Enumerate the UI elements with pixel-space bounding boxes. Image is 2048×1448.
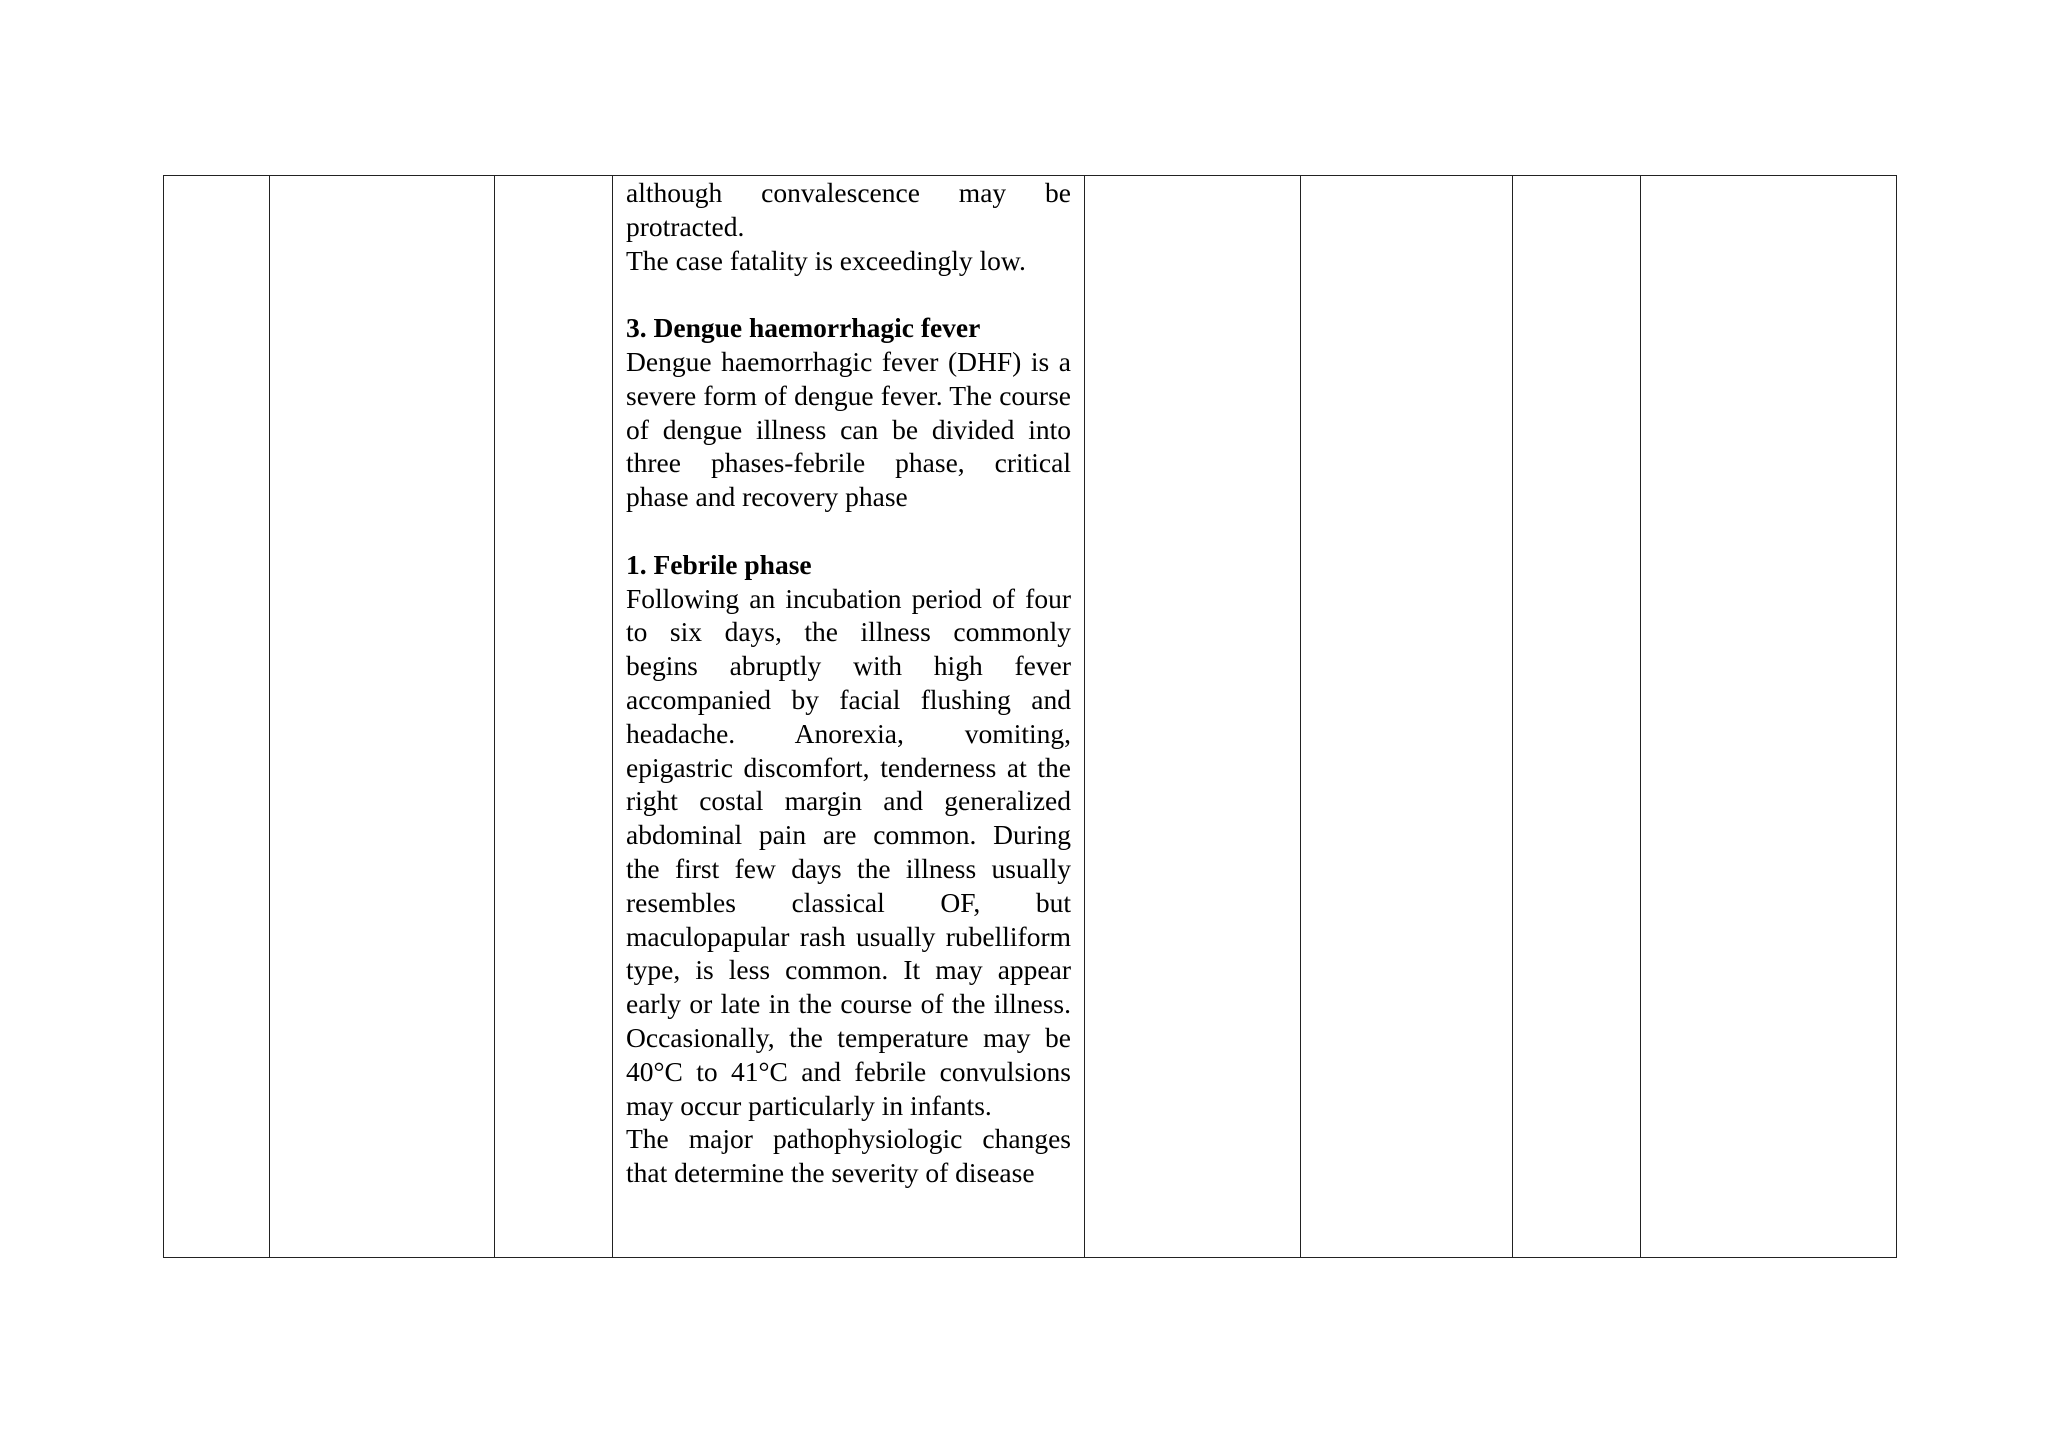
text-column-content: [626, 176, 1071, 1257]
document-table: [163, 175, 1897, 1258]
table-cell-col5: [1085, 176, 1301, 1258]
table-cell-col6: [1301, 176, 1513, 1258]
table-cell-col3: [495, 176, 613, 1258]
table-row: [164, 176, 1897, 1258]
body-paragraph: The case fatality is exceedingly low.: [626, 244, 1026, 276]
body-paragraph: Dengue haemorrhagic fever (DHF) is a severe form of dengue fever. The course of dengue illness can be divided into three phases-febrile phase, critical phase and recovery phase: [626, 345, 1071, 513]
body-paragraph: Following an incubation period of four to six days, the illness commonly begins abruptly with high fever accompanied by facial flushing and headache. Anorexia, vomiting, epigastric discomfort, tenderness at the right costal margin and generalized abdominal pain are common. During the first few days the illness usually resembles classical OF, but maculopapular rash usually rubelliform type, is less common. It may appear early or late in the course of the illness. Occasionally, the temperature may be 40°C to 41°C and febrile convulsions may occur particularly in infants.: [626, 582, 1071, 1121]
table-cell-text: [613, 176, 1085, 1258]
section-heading: 3. Dengue haemorrhagic fever: [626, 312, 981, 344]
table-cell-col1: [164, 176, 270, 1258]
table-cell-col7: [1513, 176, 1641, 1258]
body-paragraph: The major pathophysiologic changes that determine the severity of disease: [626, 1123, 1071, 1189]
blank-line: [626, 277, 1071, 311]
table-cell-col2: [270, 176, 495, 1258]
blank-line: [626, 514, 1071, 548]
table-cell-col8: [1641, 176, 1897, 1258]
section-heading: 1. Febrile phase: [626, 548, 812, 580]
body-paragraph: although convalescence may be protracted.: [626, 177, 1071, 242]
